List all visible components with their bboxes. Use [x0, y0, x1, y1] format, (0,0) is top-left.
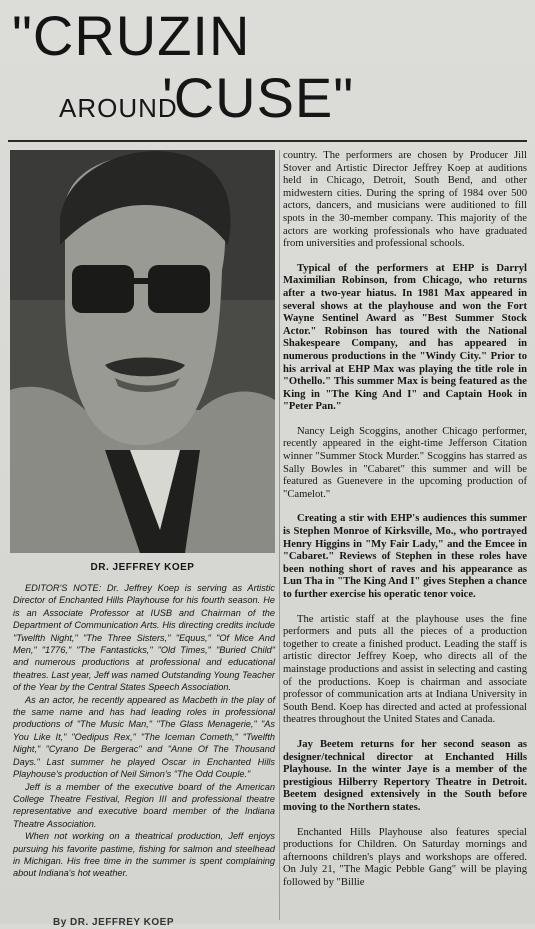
headline-rule: [8, 140, 527, 142]
editors-note-paragraph: Jeff is a member of the executive board of the American College Theatre Festival, Region III and professional theatre representative and executive board member of the Indiana Theatre Association.: [13, 781, 275, 829]
headline-around: AROUND: [59, 93, 178, 123]
editors-note-column: [13, 582, 275, 928]
article-paragraph: Jay Beetem returns for her second season as designer/technical director at Enchanted Hills Playhouse. In the winter Jaye is a member of the prestigious Hilberry Repertory Theatre in Detroit. Beetem designed extensively in the South before moving to the Northern states.: [283, 738, 527, 813]
article-paragraph: country. The performers are chosen by Producer Jill Stover and Artistic Director Jeffrey Koep at auditions held in Chicago, Detroit, South Bend, and other midwestern cities. During the spring of 1984 over 500 actors, dancers, and musicians were auditioned to fill spots in the 30-member company. This majority of the actors are working professionals who have graduated from universities and professional schools.: [283, 150, 527, 250]
article-paragraph: Creating a stir with EHP's audiences this summer is Stephen Monroe of Kirksville, Mo., who portrayed Henry Higgins in "My Fair Lady," and the Emcee in "Cabaret." Reviews of Stephen in these roles have been nothing short of raves and his appearance as Lun Tha in "The King And I" gives Stephen a chance to further exercise his operatic tenor voice.: [283, 513, 527, 600]
photo-caption: DR. JEFFREY KOEP: [90, 562, 195, 573]
headline-line-1: "CRUZIN: [12, 4, 251, 67]
portrait-illustration: [10, 150, 275, 553]
byline: By DR. JEFFREY KOEP: [53, 917, 175, 928]
column-divider: [279, 150, 280, 920]
article-paragraph: Nancy Leigh Scoggins, another Chicago performer, recently appeared in the eight-time Jefferson Citation winner "Summer Stock Murder." Scoggins has starred as Sally Bowles in "Cabaret" this summer and will be featured as Guenevere in the upcoming production of "Camelot.": [283, 425, 527, 500]
headline-cuse: 'CUSE": [162, 66, 355, 129]
article-body-column: [283, 150, 527, 901]
editors-note-paragraph: When not working on a theatrical production, Jeff enjoys pursuing his favorite pastime, fishing for salmon and steelhead in Michigan. His free time in the summer is spent complaining about Indiana's hot weather.: [13, 831, 275, 879]
editors-note-paragraph: As an actor, he recently appeared as Macbeth in the play of the same name and has had leading roles in professional productions of "The Music Man," "The Glass Menagerie," "As You Like It," "Oedipus Rex," "The Iceman Cometh," "Twelfth Night," "Cyrano De Bergerac" and "Anne Of The Thousand Days." Last summer he played Oscar in Enchanted Hills Playhouse's production of Neil Simon's "The Odd Couple.": [13, 694, 275, 780]
editors-note-paragraph: EDITOR'S NOTE: Dr. Jeffrey Koep is serving as Artistic Director of Enchanted Hills Playhouse for his fourth season. He is an Associate Professor at IUSB and Chairman of the Department of Communication Arts. His directing credits include "Twelfth Night," "The Three Sisters," "Equus," "Of Mice And Men," "1776," "The Fantasticks," "Old Times," "Buried Child" and numerous productions at professional and educational theatres. Last year, Jeff was named Outstanding Young Teacher of the Year by the Central States Speech Association.: [13, 583, 275, 693]
article-paragraph: Enchanted Hills Playhouse also features special productions for Children. On Saturday mornings and afternoons children's plays and workshops are offered. On July 21, "The Magic Pebble Gang" will be playing followed by "Billie: [283, 826, 527, 888]
portrait-photo: [10, 150, 275, 553]
article-paragraph: The artistic staff at the playhouse uses the fine performers and puts all the pieces of a production together to create a finished product. Leading the staff is artistic director Jeffrey Koep, who directs all of the mainstage productions and assist in selecting and casting of the productions. Koep is chairman and associate professor of communication arts at Indiana University in South Bend. Koep has directed and acted at professional theatres throughout the United States and Canada.: [283, 613, 527, 726]
article-paragraph: Typical of the performers at EHP is Darryl Maximilian Robinson, from Chicago, who returns after a two-year hiatus. In 1981 Max appeared in several shows at the playhouse and won the Fort Wayne Sentinel Award as "Best Summer Stock Actor." Robinson has toured with the National Shakespeare Company, and has appeared in numerous productions in the "Windy City." Prior to his arrival at EHP Max was playing the title role in "Othello." This summer Max is being featured as the King in "The King And I" and Captain Hook in "Peter Pan.": [283, 262, 527, 413]
